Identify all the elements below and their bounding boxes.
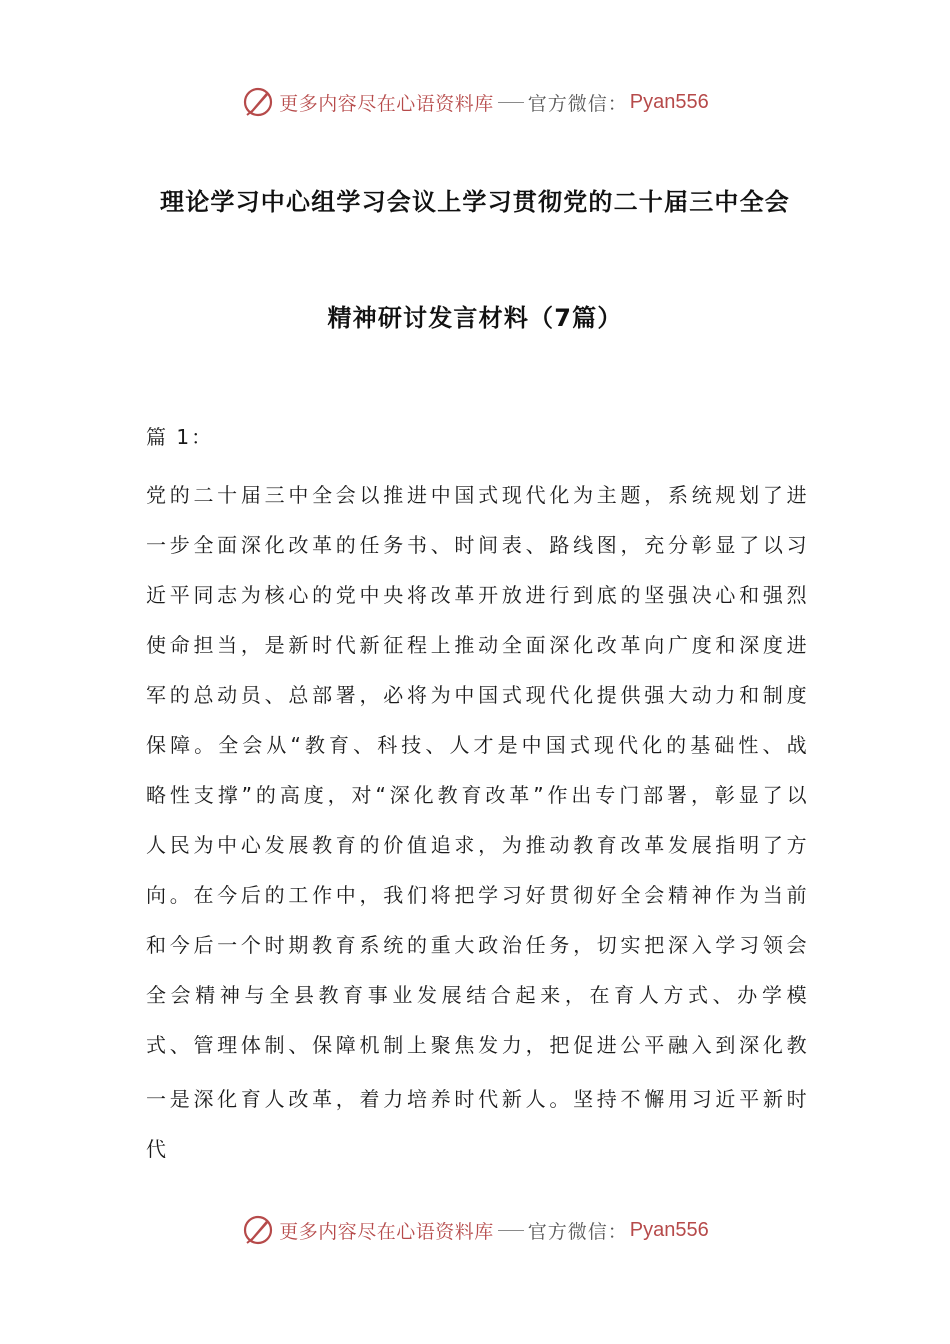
article-body bbox=[146, 422, 810, 1174]
watermark-tagline: 更多内容尽在心语资料库 bbox=[279, 92, 494, 115]
section-label: 篇 1： bbox=[146, 425, 214, 449]
document-title-line1: 理论学习中心组学习会议上学习贯彻党的二十届三中全会 bbox=[160, 188, 790, 216]
watermark-dash bbox=[498, 1230, 524, 1231]
watermark-banner-top bbox=[0, 82, 950, 122]
watermark-tagline: 更多内容尽在心语资料库 bbox=[279, 1220, 494, 1243]
watermark-dash bbox=[498, 102, 524, 103]
document-title-line2: 精神研讨发言材料（7篇） bbox=[327, 304, 623, 332]
watermark-wechat-id: Pyan556 bbox=[629, 90, 709, 113]
quill-seal-icon bbox=[241, 85, 275, 119]
watermark-wechat-label: 官方微信： bbox=[527, 92, 628, 115]
quill-seal-icon bbox=[241, 1213, 275, 1247]
paragraph-1: 党的二十届三中全会以推进中国式现代化为主题，系统规划了进一步全面深化改革的任务书、时间表、路线图，充分彰显了以习近平同志为核心的党中央将改革开放进行到底的坚强决心和强烈使命担当，是新时代新征程上推动全面深化改革向广度和深度进军的总动员、总部署，必将为中国式现代化提供强大动力和制度保障。全会从“教育、科技、人才是中国式现代化的基础性、战略性支撑”的高度，对“深化教育改革”作出专门部署，彰显了以人民为中心发展教育的价值追求，为推动教育改革发展指明了方向。在今后的工作中，我们将把学习好贯彻好全会精神作为当前和今后一个时期教育系统的重大政治任务，切实把深入学习领会全会精神与全县教育事业发展结合起来，在育人方式、办学模式、管理体制、保障机制上聚焦发力，把促进公平融入到深化教 bbox=[146, 483, 810, 1057]
paragraph-2: 一是深化育人改革，着力培养时代新人。坚持不懈用习近平新时代 bbox=[146, 1087, 810, 1161]
watermark-wechat-id: Pyan556 bbox=[629, 1218, 709, 1241]
watermark-wechat-label: 官方微信： bbox=[527, 1220, 628, 1243]
watermark-banner-bottom bbox=[0, 1210, 950, 1250]
